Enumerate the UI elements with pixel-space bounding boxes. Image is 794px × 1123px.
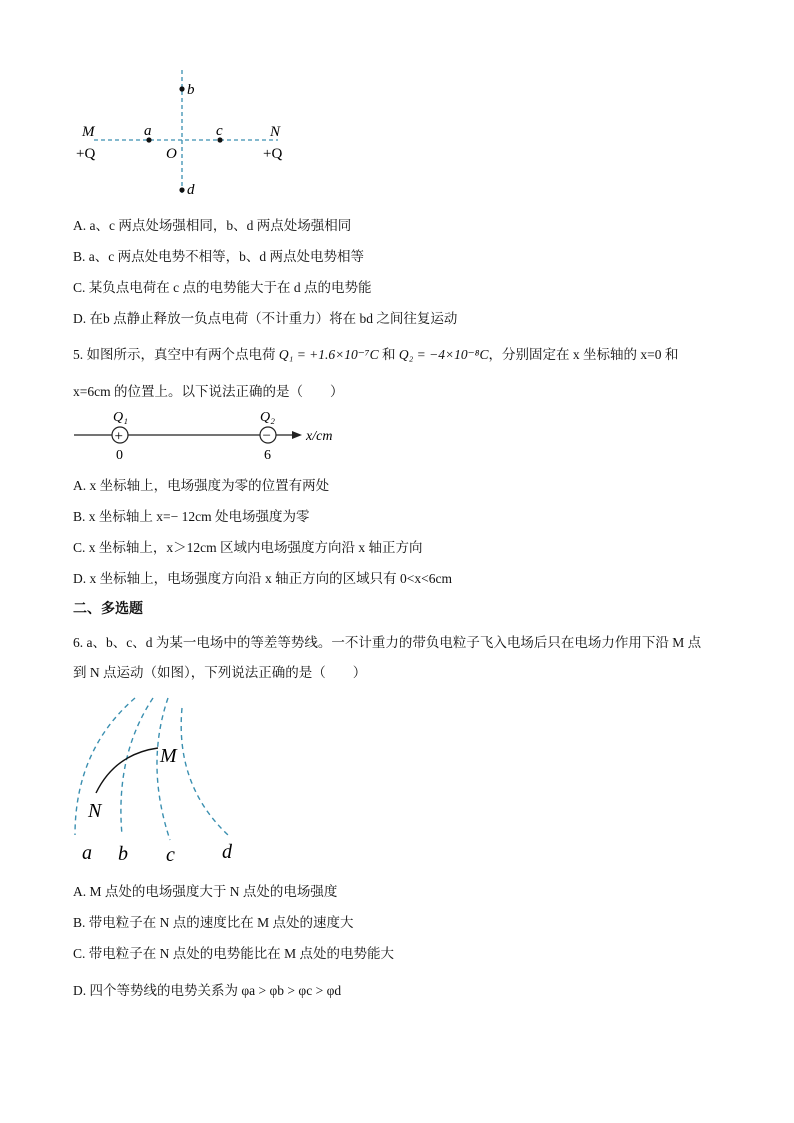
q6-stem-line1: 6. a、b、c、d 为某一电场中的等差等势线。一不计重力的带负电粒子飞入电场后只在电场力作用下沿 M 点: [73, 635, 702, 650]
q5-q2: Q₂ = −4×10⁻⁸C: [398, 347, 489, 362]
label-line-c: c: [166, 844, 175, 866]
q6-option-a: A. M 点处的电场强度大于 N 点处的电场强度: [73, 884, 338, 899]
q5-option-c: C. x 坐标轴上，x＞12cm 区域内电场强度方向沿 x 轴正方向: [73, 540, 423, 555]
label-N-point: N: [88, 800, 102, 822]
figure-equipotentials: [60, 690, 260, 870]
q4-option-d: D. 在b 点静止释放一负点电荷（不计重力）将在 bd 之间往复运动: [73, 311, 458, 326]
q4-option-b: B. a、c 两点处电势不相等，b、d 两点处电势相等: [73, 249, 364, 264]
figure-two-charges: [70, 66, 300, 198]
label-q1: Q₁: [113, 410, 128, 425]
charge-q1-sign: +: [114, 428, 123, 445]
q4-option-a: A. a、c 两点处场强相同，b、d 两点处场强相同: [73, 218, 352, 233]
q5-suffix: ，分别固定在 x 坐标轴的 x=0 和: [488, 347, 679, 362]
tick-6: 6: [264, 448, 271, 463]
q5-option-a: A. x 坐标轴上，电场强度为零的位置有两处: [73, 478, 330, 493]
label-line-d: d: [222, 841, 232, 863]
label-qM: +Q: [76, 146, 96, 162]
label-q2: Q₂: [260, 410, 275, 425]
q5-stem-line2: x=6cm 的位置上。以下说法正确的是（ ）: [73, 384, 344, 399]
q5-and: 和: [378, 347, 399, 362]
label-O: O: [166, 146, 177, 162]
axis-label: x/cm: [306, 429, 333, 444]
q5-q1: Q₁ = +1.6×10⁻⁷C: [278, 347, 379, 362]
label-line-b: b: [118, 843, 128, 865]
q5-option-d: D. x 坐标轴上，电场强度方向沿 x 轴正方向的区域只有 0<x<6cm: [73, 571, 452, 586]
section-heading: 二、多选题: [73, 601, 143, 617]
charge-q2-sign: −: [262, 428, 271, 444]
q4-option-c: C. 某负点电荷在 c 点的电势能大于在 d 点的电势能: [73, 280, 372, 295]
label-line-a: a: [82, 842, 92, 864]
q6-option-b: B. 带电粒子在 N 点的速度比在 M 点处的速度大: [73, 915, 354, 930]
q6-stem-line2: 到 N 点运动（如图），下列说法正确的是（ ）: [73, 665, 367, 680]
q5-option-b: B. x 坐标轴上 x=− 12cm 处电场强度为零: [73, 509, 310, 524]
q6-option-d: D. 四个等势线的电势关系为 φa > φb > φc > φd: [73, 983, 342, 998]
label-M-point: M: [160, 745, 177, 767]
label-M: M: [82, 124, 95, 140]
point-b: [179, 86, 184, 91]
q5-prefix: 5. 如图所示，真空中有两个点电荷: [73, 347, 279, 362]
label-b: b: [187, 82, 195, 98]
tick-0: 0: [116, 448, 123, 463]
label-d: d: [187, 182, 195, 198]
label-N: N: [270, 124, 281, 140]
label-a: a: [144, 123, 152, 139]
q6-option-c: C. 带电粒子在 N 点处的电势能比在 M 点处的电势能大: [73, 946, 395, 961]
point-d: [179, 187, 184, 192]
q5-stem-line1: [73, 343, 678, 363]
label-c: c: [216, 123, 223, 139]
figure-x-axis: [70, 402, 360, 464]
label-qN: +Q: [263, 146, 283, 162]
